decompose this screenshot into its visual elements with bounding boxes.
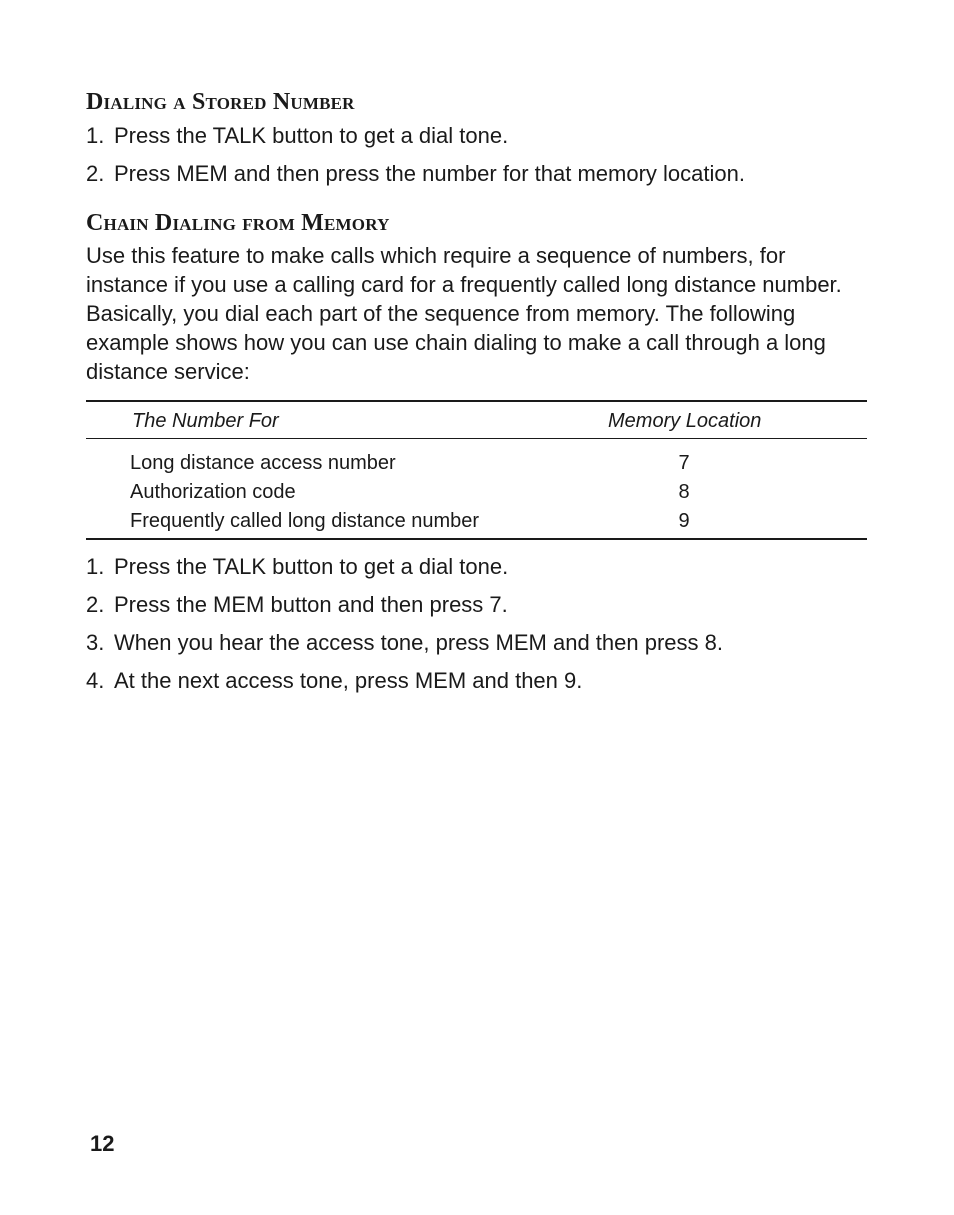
list-item [86, 594, 723, 616]
row-name: Long distance access number [130, 452, 396, 474]
step-text: Press the TALK button to get a dial tone. [114, 123, 509, 148]
table-header-divider [86, 438, 867, 439]
column-header-memory-location: Memory Location [608, 410, 762, 432]
step-text: Press the TALK button to get a dial tone. [114, 554, 509, 579]
stored-number-steps [86, 125, 745, 185]
list-item [86, 163, 745, 185]
step-number: 3. [86, 630, 105, 655]
chain-dialing-intro: Use this feature to make calls which require a sequence of numbers, for instance if you use a calling card for a frequently called long distance number. Basically, you dial each part of the sequence from memory. The following example shows how you can use chain dialing to make a call through a long distance service: [86, 243, 842, 384]
chain-dialing-steps [86, 556, 723, 692]
list-item [86, 556, 723, 578]
list-item [86, 125, 745, 147]
table-row [86, 453, 867, 482]
step-number: 1. [86, 123, 105, 148]
step-number: 2. [86, 161, 105, 186]
row-memory-location: 8 [678, 481, 690, 503]
list-item [86, 670, 723, 692]
page-number: 12 [90, 1131, 115, 1156]
step-text: Press the MEM button and then press 7. [114, 592, 508, 617]
list-item [86, 632, 723, 654]
section-heading-chain-dialing: Chain Dialing from Memory [86, 210, 390, 236]
row-name: Frequently called long distance number [130, 510, 480, 532]
row-memory-location: 9 [678, 510, 690, 532]
column-header-number-for: The Number For [132, 410, 279, 432]
row-name: Authorization code [130, 481, 296, 503]
memory-location-table [86, 400, 867, 540]
row-memory-location: 7 [678, 452, 690, 474]
step-text: At the next access tone, press MEM and then 9. [114, 668, 583, 693]
section-heading-dialing-stored-number: Dialing a Stored Number [86, 89, 355, 115]
step-number: 1. [86, 554, 105, 579]
step-text: When you hear the access tone, press MEM and then press 8. [114, 630, 723, 655]
table-row [86, 511, 867, 540]
step-number: 2. [86, 592, 105, 617]
table-row [86, 482, 867, 511]
step-number: 4. [86, 668, 105, 693]
step-text: Press MEM and then press the number for that memory location. [114, 161, 745, 186]
